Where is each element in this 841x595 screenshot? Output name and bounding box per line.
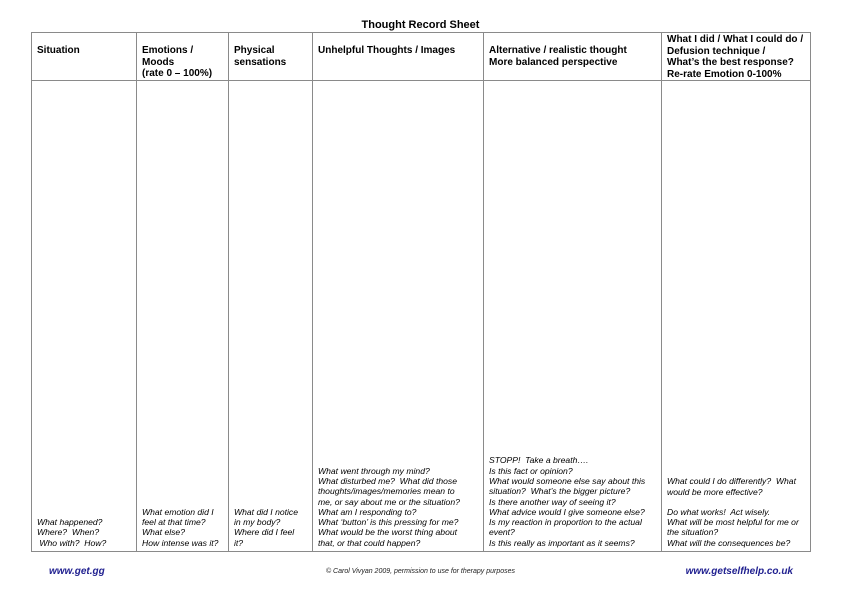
cell-emotions[interactable]	[137, 81, 229, 552]
prompt-line: What would someone else say about this	[489, 475, 646, 486]
cell-unhelpful[interactable]	[313, 81, 484, 552]
footer-link-getselfhelp[interactable]: www.getselfhelp.co.uk	[685, 566, 793, 577]
prompt-line: situation? What’s the bigger picture?	[489, 486, 631, 497]
prompt-line: would be more effective?	[667, 486, 763, 497]
prompt-line: What disturbed me? What did those	[318, 475, 458, 486]
prompt-line: What happened?	[37, 517, 103, 528]
sheet-title: Thought Record Sheet	[361, 19, 480, 31]
prompt-line: it?	[234, 537, 244, 548]
header-line: Defusion technique /	[667, 45, 766, 57]
prompt-line: What went through my mind?	[318, 465, 430, 476]
prompt-line: What ‘button’ is this pressing for me?	[318, 517, 459, 528]
prompt-line: in my body?	[234, 517, 281, 528]
footer-copyright: © Carol Vivyan 2009, permission to use for therapy purposes	[325, 568, 516, 575]
prompt-line: event?	[489, 527, 515, 538]
header-line: More balanced perspective	[489, 56, 618, 68]
prompt-line: me, or say about me or the situation?	[318, 496, 460, 507]
cell-physical[interactable]	[229, 81, 313, 552]
prompt-line: Who with? How?	[37, 537, 107, 548]
header-unhelpful	[313, 33, 484, 81]
prompt-line: thoughts/images/memories mean to	[318, 486, 455, 497]
header-line: Alternative / realistic thought	[489, 45, 627, 56]
header-line: What I did / What I could do /	[667, 34, 804, 45]
entry-row	[32, 81, 811, 552]
prompt-spacer	[667, 497, 807, 507]
prompt-line: What else?	[142, 527, 185, 538]
header-line: Physical	[234, 45, 275, 56]
header-physical	[229, 33, 313, 81]
prompt-line: Is my reaction in proportion to the actual	[489, 517, 642, 528]
header-emotions	[137, 33, 229, 81]
prompt-line: Is this fact or opinion?	[489, 465, 573, 476]
header-line: Unhelpful Thoughts / Images	[318, 45, 456, 56]
thought-record-table	[31, 32, 811, 552]
cell-situation[interactable]	[32, 81, 137, 552]
header-alternative	[484, 33, 662, 81]
prompt-line: Do what works! Act wisely.	[667, 506, 771, 517]
prompt-line: What advice would I give someone else?	[489, 506, 645, 517]
header-row	[32, 33, 811, 81]
prompt-line: What emotion did I	[142, 506, 214, 517]
header-response	[662, 33, 811, 81]
cell-alternative[interactable]	[484, 81, 662, 552]
header-line: Situation	[37, 45, 80, 56]
prompt-line: that, or that could happen?	[318, 537, 421, 548]
prompt-line: What would be the worst thing about	[318, 527, 458, 538]
header-line: Re-rate Emotion 0-100%	[667, 68, 782, 80]
header-line: What’s the best response?	[667, 57, 794, 68]
prompt-line: Where did I feel	[234, 527, 295, 538]
prompt-line: What will the consequences be?	[667, 537, 791, 548]
prompt-line: Where? When?	[37, 527, 100, 538]
prompt-line: What am I responding to?	[318, 506, 417, 517]
header-line: Emotions /	[142, 45, 194, 56]
header-line: (rate 0 – 100%)	[142, 68, 213, 79]
header-line: Moods	[142, 56, 175, 68]
cell-response[interactable]	[662, 81, 811, 552]
prompt-line: Is there another way of seeing it?	[489, 496, 616, 507]
footer-link-getgg[interactable]: www.get.gg	[49, 566, 105, 577]
header-situation	[32, 33, 137, 81]
prompt-line: Is this really as important as it seems?	[489, 537, 635, 548]
prompt-line: STOPP! Take a breath….	[489, 455, 589, 466]
prompt-line: feel at that time?	[142, 517, 206, 528]
prompt-line: What did I notice	[234, 506, 299, 517]
prompt-line: the situation?	[667, 527, 719, 538]
prompt-line: What will be most helpful for me or	[667, 517, 799, 528]
prompt-line: How intense was it?	[142, 537, 219, 548]
prompt-line: What could I do differently? What	[667, 476, 796, 487]
header-line: sensations	[234, 56, 287, 68]
